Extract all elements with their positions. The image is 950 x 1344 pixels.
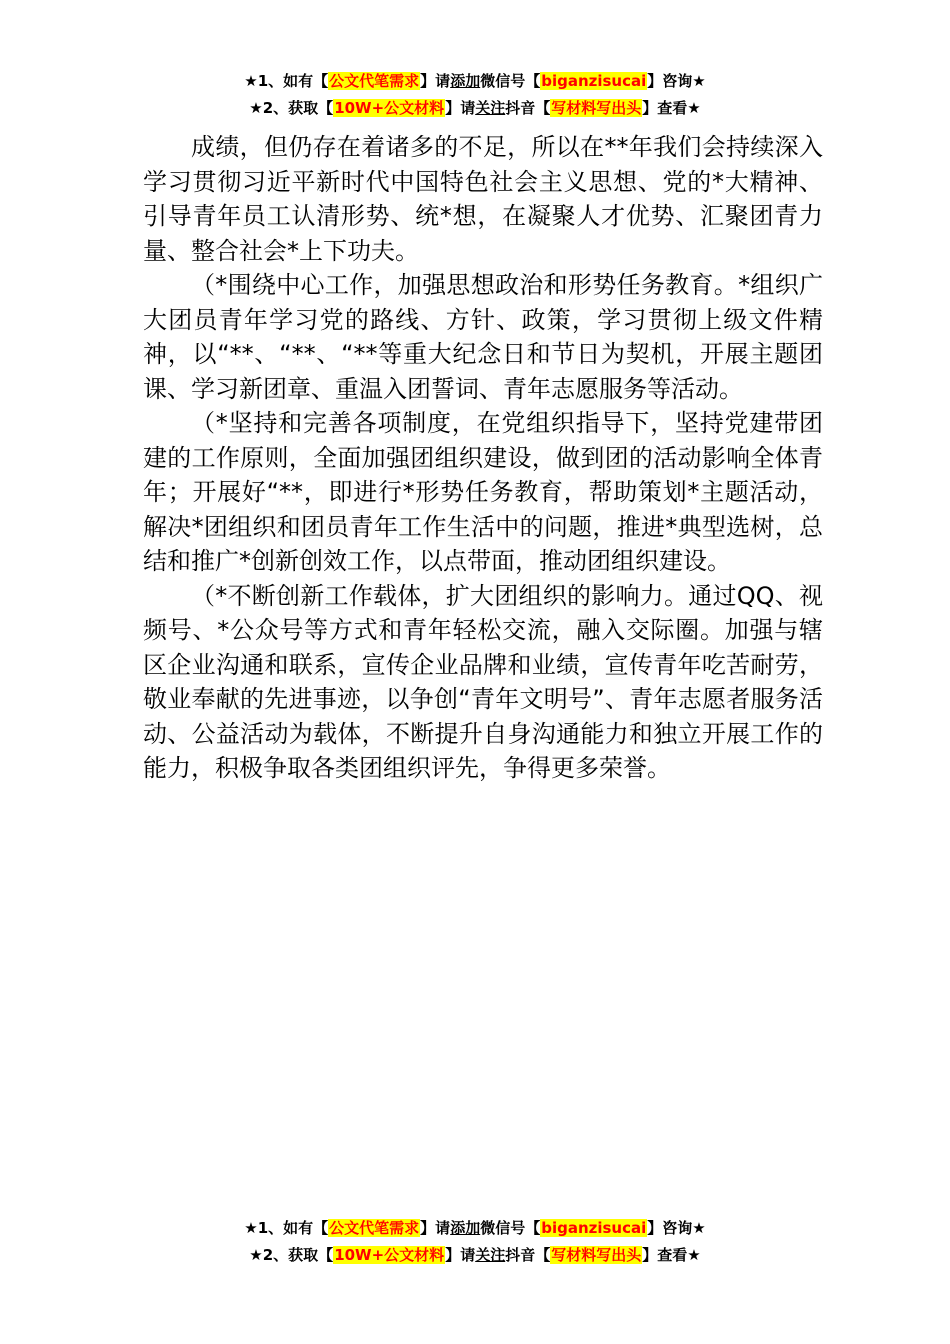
- banner-text: 】查看★: [642, 1246, 701, 1264]
- banner-text: 微信号【: [480, 1219, 541, 1237]
- banner-underline: 关注: [475, 99, 506, 117]
- banner-highlight: 写材料写出头: [551, 99, 642, 117]
- banner-highlight: 公文代笔需求: [329, 1219, 420, 1237]
- banner-text: ★2、获取【: [249, 99, 334, 117]
- banner-text: 微信号【: [480, 72, 541, 90]
- banner-highlight: biganzisucai: [541, 1219, 647, 1237]
- banner-text: 】查看★: [642, 99, 701, 117]
- banner-text: ★2、获取【: [249, 1246, 334, 1264]
- banner-highlight: 10W+公文材料: [334, 1246, 445, 1264]
- banner-text: 】咨询★: [647, 1219, 706, 1237]
- document-body: [143, 130, 823, 786]
- footer-banner: [0, 1215, 950, 1269]
- banner-highlight: 公文代笔需求: [329, 72, 420, 90]
- banner-text: ★1、如有【: [244, 72, 329, 90]
- banner-highlight: 写材料写出头: [551, 1246, 642, 1264]
- header-banner: [0, 68, 950, 122]
- banner-line-1: [0, 68, 950, 95]
- banner-text: 抖音【: [505, 99, 551, 117]
- banner-text: 】请: [420, 1219, 451, 1237]
- paragraph: （*围绕中心工作，加强思想政治和形势任务教育。*组织广大团员青年学习党的路线、方针、政策，学习贯彻上级文件精神，以“**、“**、“**等重大纪念日和节日为契机，开展主题团课、学习新团章、重温入团誓词、青年志愿服务等活动。: [143, 271, 823, 403]
- banner-text: ★1、如有【: [244, 1219, 329, 1237]
- banner-line-2: [0, 1242, 950, 1269]
- banner-text: 抖音【: [505, 1246, 551, 1264]
- banner-text: 】请: [420, 72, 451, 90]
- banner-text: 】咨询★: [647, 72, 706, 90]
- banner-underline: 添加: [450, 1219, 481, 1237]
- banner-text: 】请: [445, 99, 476, 117]
- banner-line-1: [0, 1215, 950, 1242]
- paragraph: （*不断创新工作载体，扩大团组织的影响力。通过QQ、视频号、*公众号等方式和青年轻松交流，融入交际圈。加强与辖区企业沟通和联系，宣传企业品牌和业绩，宣传青年吃苦耐劳，敬业奉献的先进事迹，以争创“青年文明号”、青年志愿者服务活动、公益活动为载体，不断提升自身沟通能力和独立开展工作的能力，积极争取各类团组织评先，争得更多荣誉。: [143, 581, 823, 782]
- banner-line-2: [0, 95, 950, 122]
- banner-underline: 添加: [450, 72, 481, 90]
- banner-highlight: 10W+公文材料: [334, 99, 445, 117]
- paragraph: （*坚持和完善各项制度，在党组织指导下，坚持党建带团建的工作原则，全面加强团组织建设，做到团的活动影响全体青年；开展好“**，即进行*形势任务教育，帮助策划*主题活动，解决*团组织和团员青年工作生活中的问题，推进*典型选树，总结和推广*创新创效工作，以点带面，推动团组织建设。: [143, 409, 823, 575]
- banner-underline: 关注: [475, 1246, 506, 1264]
- banner-text: 】请: [445, 1246, 476, 1264]
- banner-highlight: biganzisucai: [541, 72, 647, 90]
- paragraph: 成绩，但仍存在着诸多的不足，所以在**年我们会持续深入学习贯彻习近平新时代中国特色社会主义思想、党的*大精神、引导青年员工认清形势、统*想，在凝聚人才优势、汇聚团青力量、整合社会*上下功夫。: [143, 133, 823, 265]
